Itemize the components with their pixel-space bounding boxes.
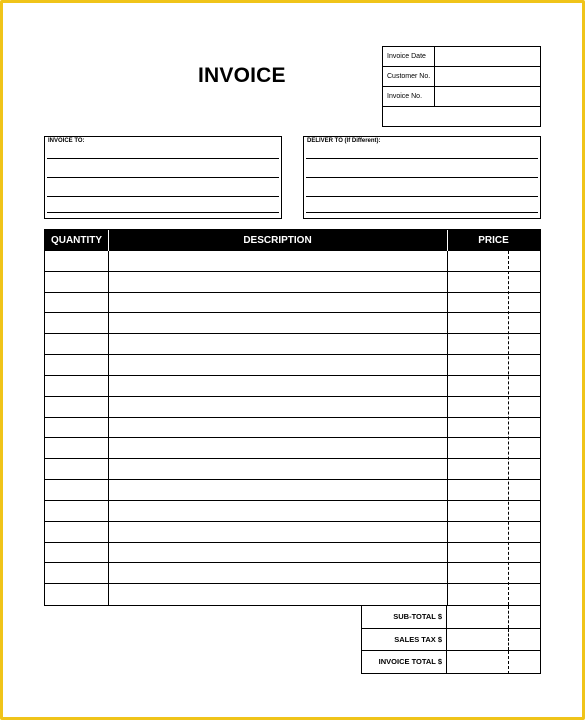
deliver-to-box[interactable] (303, 136, 541, 219)
table-row[interactable] (45, 501, 540, 522)
header-divider (108, 230, 109, 251)
column-divider (447, 251, 448, 605)
totals-box (361, 606, 541, 674)
table-row[interactable] (45, 397, 540, 418)
deliver-to-line (306, 177, 538, 178)
table-row[interactable] (45, 438, 540, 459)
invoice-no-label: Invoice No. (383, 87, 435, 106)
deliver-to-line (306, 196, 538, 197)
table-row[interactable] (45, 543, 540, 564)
table-row[interactable] (45, 563, 540, 584)
deliver-to-line (306, 158, 538, 159)
invoice-date-field[interactable] (435, 47, 540, 66)
table-row[interactable] (45, 251, 540, 272)
cents-divider (508, 251, 509, 605)
invoice-no-row (383, 87, 540, 107)
invoice-total-row (362, 651, 540, 674)
table-row[interactable] (45, 376, 540, 397)
items-table (44, 229, 541, 606)
subtotal-label: SUB-TOTAL $ (362, 606, 447, 628)
invoice-total-label: INVOICE TOTAL $ (362, 651, 447, 674)
deliver-to-label: DELIVER TO (If Different): (307, 138, 381, 144)
table-row[interactable] (45, 418, 540, 439)
table-row[interactable] (45, 355, 540, 376)
meta-notes-field[interactable] (383, 107, 540, 127)
table-row[interactable] (45, 334, 540, 355)
description-header: DESCRIPTION (243, 235, 312, 246)
invoice-meta-box (382, 46, 541, 127)
column-divider (108, 251, 109, 605)
customer-no-row (383, 67, 540, 87)
invoice-date-row (383, 47, 540, 67)
table-header (45, 230, 540, 251)
invoice-date-label: Invoice Date (383, 47, 435, 66)
table-row[interactable] (45, 459, 540, 480)
deliver-to-line (306, 212, 538, 213)
table-row[interactable] (45, 584, 540, 605)
invoice-to-box[interactable] (44, 136, 282, 219)
invoice-to-line (47, 158, 279, 159)
sales-tax-field[interactable] (447, 629, 540, 651)
header-divider (447, 230, 448, 251)
customer-no-label: Customer No. (383, 67, 435, 86)
invoice-total-field[interactable] (447, 651, 540, 674)
table-row[interactable] (45, 293, 540, 314)
quantity-header: QUANTITY (50, 235, 103, 246)
table-row[interactable] (45, 272, 540, 293)
table-row[interactable] (45, 313, 540, 334)
invoice-to-label: INVOICE TO: (48, 138, 85, 144)
sales-tax-row (362, 629, 540, 652)
invoice-no-field[interactable] (435, 87, 540, 106)
sales-tax-label: SALES TAX $ (362, 629, 447, 651)
subtotal-row (362, 606, 540, 629)
subtotal-field[interactable] (447, 606, 540, 628)
price-header: PRICE (478, 235, 509, 246)
invoice-to-line (47, 212, 279, 213)
table-row[interactable] (45, 480, 540, 501)
invoice-title: INVOICE (198, 64, 286, 87)
invoice-to-line (47, 177, 279, 178)
table-row[interactable] (45, 522, 540, 543)
customer-no-field[interactable] (435, 67, 540, 86)
invoice-to-line (47, 196, 279, 197)
